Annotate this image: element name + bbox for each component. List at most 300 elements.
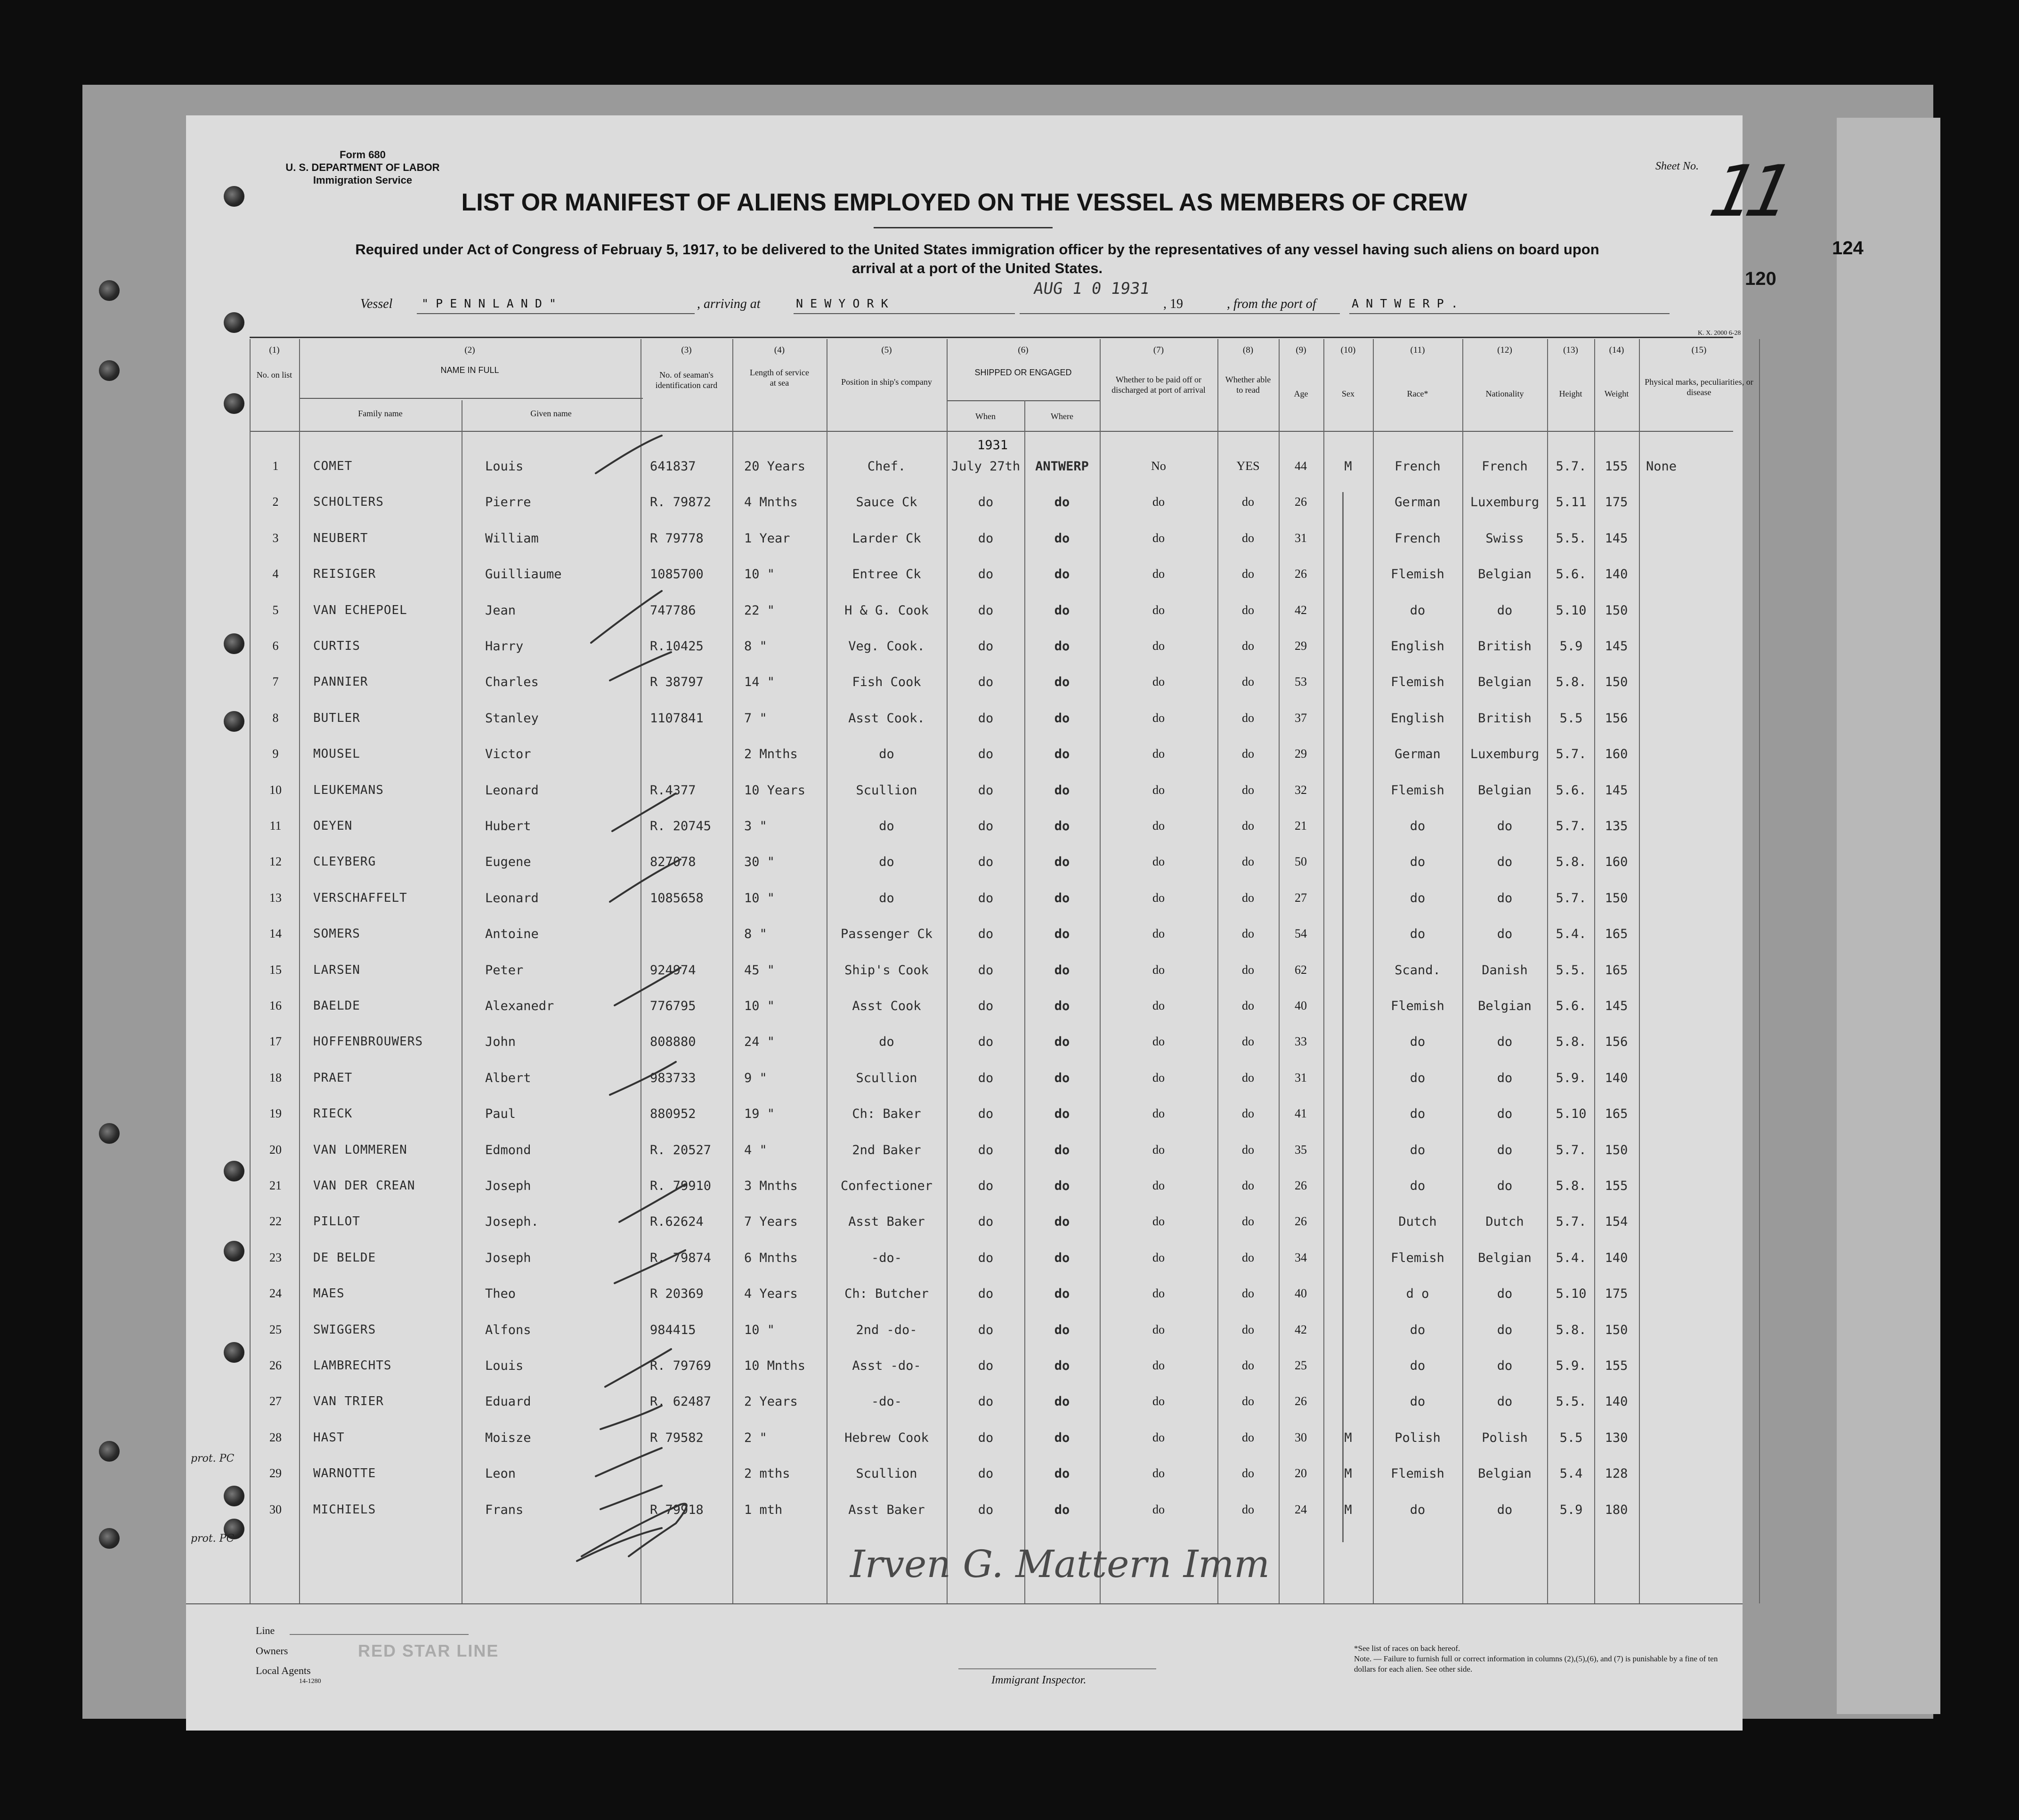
cell-family: HOFFENBROUWERS	[313, 1035, 423, 1049]
column-number: (8)	[1242, 345, 1254, 355]
cell-where: do	[1054, 1070, 1070, 1085]
cell-read: do	[1242, 495, 1254, 509]
outside-page-number: 124	[1832, 238, 1864, 259]
subtitle-line-2: arrival at a port of the United States.	[851, 260, 1103, 276]
cell-when: do	[978, 639, 994, 654]
cell-given: Louis	[485, 459, 524, 474]
cell-family: SOMERS	[313, 927, 360, 941]
check-mark	[596, 436, 662, 473]
cell-age: 37	[1295, 711, 1307, 725]
cell-race: do	[1410, 1179, 1426, 1193]
cell-when: do	[978, 1070, 994, 1085]
cell-service: 8 "	[744, 927, 767, 942]
column-number: (15)	[1691, 345, 1707, 355]
cell-when: do	[978, 1142, 994, 1157]
cell-card: R 20369	[650, 1286, 704, 1302]
cell-read: do	[1242, 1070, 1254, 1084]
cell-family: NEUBERT	[313, 531, 368, 545]
cell-nationality: do	[1497, 819, 1513, 833]
cell-height: 5.5	[1559, 1430, 1583, 1445]
cell-given: William	[485, 531, 539, 546]
cell-position: -do-	[871, 1394, 902, 1409]
cell-nationality: do	[1497, 1502, 1513, 1517]
cell-card: 984415	[650, 1322, 696, 1337]
cell-given: Edmond	[485, 1142, 531, 1157]
cell-family: VAN LOMMEREN	[313, 1142, 407, 1157]
cell-weight: 150	[1605, 1322, 1628, 1337]
cell-where: do	[1054, 927, 1070, 942]
cell-weight: 150	[1605, 1142, 1628, 1157]
cell-nationality: British	[1478, 711, 1532, 726]
cell-when: do	[978, 567, 994, 582]
cell-service: 2 "	[744, 1430, 767, 1445]
cell-where: do	[1054, 747, 1070, 762]
cell-where: do	[1054, 567, 1070, 582]
cell-height: 5.8.	[1556, 1179, 1587, 1193]
cell-race: German	[1395, 747, 1441, 762]
cell-paid: do	[1152, 855, 1165, 869]
cell-position: Chef.	[867, 459, 906, 474]
inspector-signature: Irven G. Mattern Imm	[850, 1542, 1270, 1586]
cell-age: 53	[1295, 675, 1307, 689]
cell-read: do	[1242, 567, 1254, 581]
check-marks	[577, 436, 687, 1561]
date-stamp: AUG 1 0 1931	[1032, 279, 1151, 298]
cell-nationality: French	[1482, 459, 1528, 474]
cell-weight: 140	[1605, 1394, 1628, 1409]
cell-read: do	[1242, 1430, 1254, 1444]
cell-read: do	[1242, 711, 1254, 725]
cell-weight: 175	[1605, 495, 1628, 510]
cell-family: WARNOTTE	[313, 1466, 376, 1481]
cell-given: Albert	[485, 1070, 531, 1085]
cell-where: do	[1054, 1250, 1070, 1265]
cell-age: 20	[1295, 1466, 1307, 1480]
cell-family: BUTLER	[313, 711, 360, 725]
cell-paid: do	[1152, 890, 1165, 905]
cell-paid: do	[1152, 1322, 1165, 1336]
cell-age: 41	[1295, 1107, 1307, 1121]
cell-nationality: do	[1497, 1394, 1513, 1409]
cell-nationality: do	[1497, 1035, 1513, 1050]
cell-age: 32	[1295, 783, 1307, 797]
cell-position: Entree Ck	[852, 567, 921, 582]
cell-given: Victor	[485, 747, 531, 762]
cell-no: 26	[269, 1359, 282, 1372]
cell-given: Antoine	[485, 927, 539, 942]
cell-where: do	[1054, 1107, 1070, 1122]
cell-read: do	[1242, 855, 1254, 869]
cell-service: 14 "	[744, 675, 775, 690]
cell-height: 5.11	[1556, 495, 1587, 510]
cell-age: 54	[1295, 927, 1307, 941]
cell-nationality: Luxemburg	[1470, 495, 1540, 510]
cell-when: do	[978, 1322, 994, 1337]
column-number: (2)	[464, 345, 475, 355]
cell-age: 24	[1295, 1502, 1307, 1516]
cell-family: MICHIELS	[313, 1502, 376, 1517]
binder-hole	[99, 1528, 120, 1549]
column-heading: Weight	[1604, 389, 1629, 398]
arriving-label: , arriving at	[697, 297, 761, 311]
form-number: Form 680	[340, 149, 386, 161]
cell-weight: 140	[1605, 1250, 1628, 1265]
cell-height: 5.4	[1559, 1466, 1583, 1481]
cell-weight: 175	[1605, 1286, 1628, 1302]
cell-weight: 155	[1605, 459, 1628, 474]
cell-nationality: Belgian	[1478, 675, 1532, 690]
cell-paid: do	[1152, 1214, 1165, 1229]
cell-position: Asst Baker	[848, 1502, 925, 1517]
cell-height: 5.10	[1556, 603, 1587, 618]
cell-paid: do	[1152, 603, 1165, 617]
binder-hole	[99, 1441, 120, 1462]
cell-service: 4 Mnths	[744, 495, 798, 510]
cell-position: do	[879, 855, 894, 870]
document-title: LIST OR MANIFEST OF ALIENS EMPLOYED ON THE VESSEL AS MEMBERS OF CREW	[461, 189, 1468, 216]
cell-weight: 165	[1605, 1107, 1628, 1122]
cell-service: 2 mths	[744, 1466, 790, 1481]
cell-card: 924974	[650, 963, 696, 978]
cell-no: 15	[269, 963, 282, 977]
cell-height: 5.10	[1556, 1107, 1587, 1122]
cell-read: do	[1242, 1107, 1254, 1121]
cell-card: R.62624	[650, 1214, 704, 1230]
cell-when: do	[978, 819, 994, 833]
cell-when: do	[978, 1359, 994, 1373]
arriving-port: N E W Y O R K	[796, 297, 888, 310]
cell-no: 30	[269, 1502, 282, 1516]
cell-race: do	[1410, 1502, 1426, 1517]
cell-paid: do	[1152, 1035, 1165, 1049]
cell-where: do	[1054, 1214, 1070, 1230]
cell-no: 3	[272, 531, 279, 545]
cell-age: 30	[1295, 1430, 1307, 1444]
page-number: 120	[1745, 268, 1776, 289]
cell-paid: do	[1152, 1070, 1165, 1084]
cell-when: do	[978, 603, 994, 618]
cell-service: 2 Mnths	[744, 747, 798, 762]
cell-age: 62	[1295, 963, 1307, 977]
cell-when: do	[978, 1430, 994, 1445]
column-heading: Age	[1294, 389, 1308, 398]
cell-age: 40	[1295, 999, 1307, 1012]
cell-no: 2	[272, 495, 279, 509]
cell-no: 1	[272, 459, 279, 473]
column-heading: Length of service at sea	[750, 368, 809, 388]
cell-paid: do	[1152, 711, 1165, 725]
column-number: (3)	[681, 345, 692, 355]
owners-label: Owners	[256, 1645, 288, 1657]
cell-race: Flemish	[1391, 675, 1444, 690]
cell-nationality: do	[1497, 603, 1513, 618]
manifest-page	[186, 115, 1792, 1731]
cell-nationality: Polish	[1482, 1430, 1528, 1445]
cell-given: John	[485, 1035, 516, 1050]
column-heading: Nationality	[1485, 389, 1524, 398]
cell-when: do	[978, 1502, 994, 1517]
cell-height: 5.8.	[1556, 1035, 1587, 1050]
cell-family: PRAET	[313, 1070, 353, 1085]
column-number: (14)	[1609, 345, 1624, 355]
cell-weight: 145	[1605, 783, 1628, 798]
cell-when: do	[978, 711, 994, 726]
cell-service: 10 Years	[744, 783, 806, 798]
cell-given: Theo	[485, 1286, 516, 1302]
cell-given: Peter	[485, 963, 524, 978]
cell-given: Eduard	[485, 1394, 531, 1409]
cell-family: VAN ECHEPOEL	[313, 603, 407, 617]
cell-card: R 79582	[650, 1430, 704, 1445]
cell-race: d o	[1406, 1286, 1429, 1302]
cell-position: Larder Ck	[852, 531, 921, 546]
cell-paid: do	[1152, 495, 1165, 509]
cell-paid: do	[1152, 567, 1165, 581]
cell-paid: do	[1152, 1394, 1165, 1408]
cell-race: English	[1391, 639, 1444, 654]
cell-card: R. 62487	[650, 1394, 712, 1409]
cell-weight: 180	[1605, 1502, 1628, 1517]
column-heading: Height	[1559, 389, 1582, 398]
cell-nationality: do	[1497, 1286, 1513, 1302]
cell-age: 40	[1295, 1286, 1307, 1301]
cell-where: do	[1054, 1142, 1070, 1157]
cell-family: OEYEN	[313, 819, 353, 833]
cell-card: R. 79874	[650, 1250, 712, 1265]
vessel-label: Vessel	[360, 297, 393, 311]
cell-race: do	[1410, 819, 1426, 833]
binder-hole	[99, 1123, 120, 1144]
cell-where: do	[1054, 819, 1070, 833]
cell-nationality: Belgian	[1478, 1250, 1532, 1265]
cell-when: do	[978, 1466, 994, 1481]
cell-no: 12	[269, 855, 282, 869]
check-mark	[591, 591, 662, 643]
cell-read: do	[1242, 819, 1254, 833]
binder-hole	[99, 360, 120, 381]
cell-family: MAES	[313, 1286, 345, 1301]
cell-race: French	[1395, 531, 1441, 546]
cell-read: do	[1242, 675, 1254, 689]
cell-age: 26	[1295, 1394, 1307, 1408]
cell-where: do	[1054, 1359, 1070, 1373]
cell-no: 20	[269, 1142, 282, 1157]
cell-height: 5.9	[1559, 1502, 1583, 1517]
cell-given: Stanley	[485, 711, 539, 726]
cell-no: 28	[269, 1430, 282, 1444]
cell-paid: do	[1152, 1286, 1165, 1301]
cell-race: Scand.	[1395, 963, 1441, 978]
cell-nationality: Danish	[1482, 963, 1528, 978]
cell-weight: 154	[1605, 1214, 1628, 1230]
cell-when: do	[978, 747, 994, 762]
sheet-number-label: Sheet No.	[1655, 160, 1699, 172]
cell-no: 23	[269, 1250, 282, 1264]
cell-age: 42	[1295, 1322, 1307, 1336]
cell-read: do	[1242, 531, 1254, 545]
cell-when: do	[978, 1286, 994, 1302]
cell-race: Flemish	[1391, 1250, 1444, 1265]
cell-read: do	[1242, 1394, 1254, 1408]
cell-no: 8	[272, 711, 279, 725]
check-mark	[610, 652, 671, 680]
cell-where: do	[1054, 855, 1070, 870]
cell-given: Paul	[485, 1107, 516, 1122]
cell-height: 5.8.	[1556, 1322, 1587, 1337]
cell-card: 1107841	[650, 711, 704, 726]
cell-race: Polish	[1395, 1430, 1441, 1445]
column-subheading: Family name	[358, 409, 403, 418]
cell-sex: M	[1344, 1466, 1352, 1481]
cell-card: R 79778	[650, 531, 704, 546]
cell-card: R. 79769	[650, 1359, 712, 1373]
cell-family: VAN TRIER	[313, 1394, 384, 1409]
cell-position: do	[879, 890, 894, 906]
cell-no: 16	[269, 999, 282, 1012]
cell-weight: 165	[1605, 927, 1628, 942]
cell-position: do	[879, 747, 894, 762]
cell-card: R. 79910	[650, 1179, 712, 1193]
cell-sex: M	[1344, 459, 1352, 474]
cell-where: do	[1054, 1502, 1070, 1517]
cell-height: 5.7.	[1556, 819, 1587, 833]
cell-paid: do	[1152, 531, 1165, 545]
cell-age: 29	[1295, 639, 1307, 653]
column-subheading: Given name	[530, 409, 572, 418]
cell-when: do	[978, 1214, 994, 1230]
cell-position: Passenger Ck	[840, 927, 933, 942]
cell-nationality: British	[1478, 639, 1532, 654]
cell-no: 13	[269, 890, 282, 905]
column-number: (1)	[269, 345, 280, 355]
cell-card: 808880	[650, 1035, 696, 1050]
cell-position: Scullion	[856, 1466, 917, 1481]
cell-weight: 150	[1605, 603, 1628, 618]
cell-read: do	[1242, 890, 1254, 905]
check-mark	[596, 1448, 662, 1476]
cell-race: English	[1391, 711, 1444, 726]
cell-race: German	[1395, 495, 1441, 510]
cell-family: VERSCHAFFELT	[313, 890, 407, 905]
cell-nationality: do	[1497, 1142, 1513, 1157]
cell-card: 776795	[650, 999, 696, 1013]
cell-given: Joseph	[485, 1179, 531, 1193]
cell-paid: No	[1151, 459, 1166, 473]
cell-position: 2nd -do-	[856, 1322, 917, 1337]
cell-service: 3 Mnths	[744, 1179, 798, 1193]
cell-weight: 160	[1605, 747, 1628, 762]
cell-position: H & G. Cook	[844, 603, 929, 618]
check-mark	[615, 968, 681, 1005]
cell-card: R.10425	[650, 639, 704, 654]
cell-weight: 140	[1605, 567, 1628, 582]
cell-service: 9 "	[744, 1070, 767, 1085]
cell-service: 7 "	[744, 711, 767, 726]
cell-card: 641837	[650, 459, 696, 474]
cell-where: do	[1054, 1035, 1070, 1050]
cell-paid: do	[1152, 639, 1165, 653]
subtitle-line-1: Required under Act of Congress of Februaıy 5, 1917, to be delivered to the United States immigration officer by the representatives of any vessel having such aliens on board upon	[355, 241, 1599, 258]
cell-paid: do	[1152, 1107, 1165, 1121]
cell-race: do	[1410, 603, 1426, 618]
cell-where: do	[1054, 1286, 1070, 1302]
cell-when: do	[978, 1035, 994, 1050]
cell-sex: M	[1344, 1430, 1352, 1445]
cell-nationality: Belgian	[1478, 567, 1532, 582]
cell-height: 5.5.	[1556, 1394, 1587, 1409]
cell-position: do	[879, 819, 894, 833]
cell-weight: 130	[1605, 1430, 1628, 1445]
cell-service: 20 Years	[744, 459, 806, 474]
cell-nationality: do	[1497, 890, 1513, 906]
cell-weight: 156	[1605, 1035, 1628, 1050]
cell-position: Ch: Baker	[852, 1107, 921, 1122]
cell-given: Joseph.	[485, 1214, 539, 1230]
cell-no: 11	[269, 819, 282, 833]
cell-height: 5.6.	[1556, 567, 1587, 582]
cell-where: do	[1054, 1179, 1070, 1193]
cell-family: SWIGGERS	[313, 1322, 376, 1337]
cell-height: 5.7.	[1556, 459, 1587, 474]
column-number: (10)	[1340, 345, 1356, 355]
cell-read: do	[1242, 1286, 1254, 1301]
cell-when: do	[978, 1107, 994, 1122]
owners-stamp: RED STAR LINE	[358, 1641, 499, 1660]
cell-position: Asst Cook	[852, 999, 921, 1013]
cell-age: 34	[1295, 1250, 1307, 1264]
cell-weight: 140	[1605, 1070, 1628, 1085]
cell-given: Joseph	[485, 1250, 531, 1265]
cell-nationality: Belgian	[1478, 999, 1532, 1013]
cell-service: 2 Years	[744, 1394, 798, 1409]
cell-card: 827078	[650, 855, 696, 870]
column-number: (12)	[1497, 345, 1512, 355]
cell-when: do	[978, 890, 994, 906]
cell-race: Flemish	[1391, 783, 1444, 798]
cell-family: COMET	[313, 459, 353, 473]
column-heading: NAME IN FULL	[440, 365, 499, 375]
cell-service: 3 "	[744, 819, 767, 833]
cell-no: 10	[269, 783, 282, 797]
check-mark	[605, 1349, 671, 1387]
cell-weight: 165	[1605, 963, 1628, 978]
cell-position: Asst Baker	[848, 1214, 925, 1230]
cell-position: 2nd Baker	[852, 1142, 921, 1157]
column-subheading: When	[975, 412, 996, 421]
year-prefix: , 19	[1163, 297, 1183, 311]
cell-no: 4	[272, 567, 279, 581]
column-heading: Physical marks, peculiarities, or disease	[1645, 377, 1753, 397]
cell-race: do	[1410, 1070, 1426, 1085]
race-note: *See list of races on back hereof.	[1354, 1644, 1460, 1653]
cell-read: do	[1242, 603, 1254, 617]
cell-when: do	[978, 855, 994, 870]
cell-height: 5.5.	[1556, 531, 1587, 546]
cell-family: RIECK	[313, 1107, 353, 1121]
cell-given: Charles	[485, 675, 539, 690]
cell-paid: do	[1152, 1502, 1165, 1516]
cell-race: Dutch	[1398, 1214, 1437, 1230]
cell-given: Hubert	[485, 819, 531, 833]
cell-given: Leonard	[485, 890, 539, 906]
cell-family: SCHOLTERS	[313, 495, 384, 510]
cell-family: DE BELDE	[313, 1250, 376, 1265]
from-port: A N T W E R P .	[1352, 297, 1458, 310]
cell-service: 19 "	[744, 1107, 775, 1122]
cell-read: do	[1242, 1035, 1254, 1049]
cell-weight: 155	[1605, 1179, 1628, 1193]
cell-no: 29	[269, 1466, 282, 1480]
